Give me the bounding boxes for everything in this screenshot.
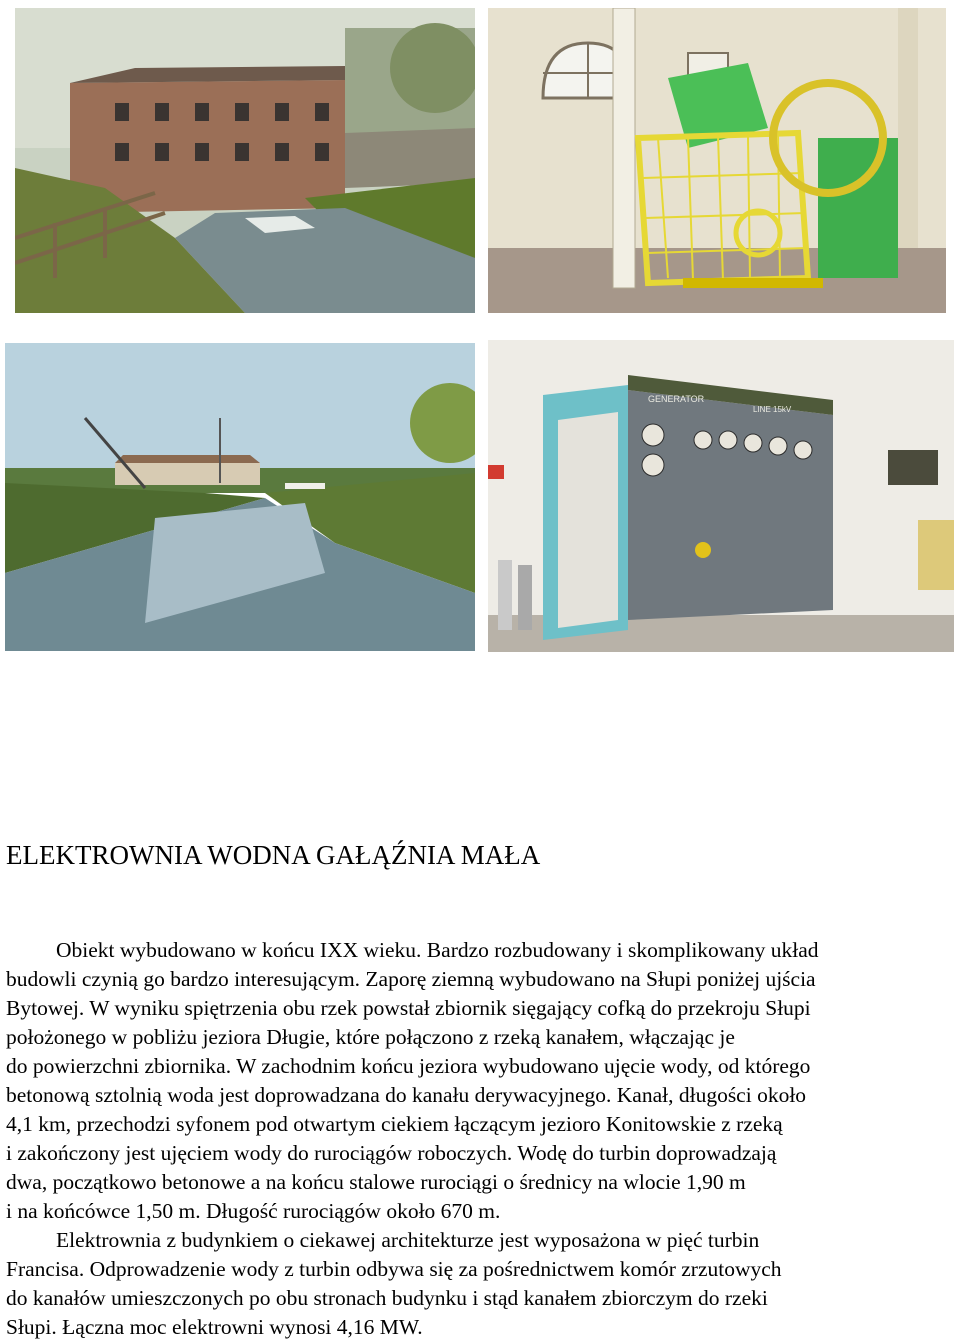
text-line: Francisa. Odprowadzenie wody z turbin odbywa się za pośrednictwem komór zrzutowych	[6, 1257, 782, 1281]
text-line: i zakończony jest ujęciem wody do rurociągów roboczych. Wodę do turbin doprowadzają	[6, 1141, 777, 1165]
panel-label-generator: GENERATOR	[648, 394, 705, 404]
text-line: Obiekt wybudowano w końcu IXX wieku. Bardzo rozbudowany i skomplikowany układ	[56, 938, 819, 962]
text-line: Słupi. Łączna moc elektrowni wynosi 4,16 MW.	[6, 1315, 423, 1339]
page-title: ELEKTROWNIA WODNA GAŁĄŹNIA MAŁA	[6, 840, 541, 870]
text-line: Bytowej. W wyniku spiętrzenia obu rzek powstał zbiornik sięgający cofką do przekroju Słupi	[6, 996, 811, 1020]
control-panel-photo	[488, 340, 954, 652]
generator-hall-photo	[488, 8, 946, 313]
paragraph-1	[6, 936, 951, 1226]
text-line: Elektrownia z budynkiem o ciekawej architekturze jest wyposażona w pięć turbin	[56, 1228, 760, 1252]
text-line: i na końcówce 1,50 m. Długość rurociągów około 670 m.	[6, 1199, 501, 1223]
text-line: 4,1 km, przechodzi syfonem pod otwartym ciekiem łączącym jezioro Konitowskie z rzeką	[6, 1112, 783, 1136]
paragraph-2	[6, 1226, 951, 1342]
panel-label-line: LINE 15kV	[753, 405, 792, 414]
text-line: betonową sztolnią woda jest doprowadzana do kanału derywacyjnego. Kanał, długości około	[6, 1083, 807, 1107]
text-line: do kanałów umieszczonych po obu stronach budynku i stąd kanałem zbiorczym do rzeki	[6, 1286, 768, 1310]
body-text	[6, 936, 951, 1342]
text-line: dwa, początkowo betonowe a na końcu stalowe rurociągi o średnicy na wlocie 1,90 m	[6, 1170, 746, 1194]
text-line: do powierzchni zbiornika. W zachodnim końcu jeziora wybudowano ujęcie wody, od którego	[6, 1054, 811, 1078]
text-line: budowli czynią go bardzo interesującym. Zaporę ziemną wybudowano na Słupi poniżej ujścia	[6, 967, 816, 991]
canal-photo	[5, 343, 475, 651]
mill-building-river-photo	[15, 8, 475, 313]
text-line: położonego w pobliżu jeziora Długie, które połączono z rzeką kanałem, włączając je	[6, 1025, 735, 1049]
